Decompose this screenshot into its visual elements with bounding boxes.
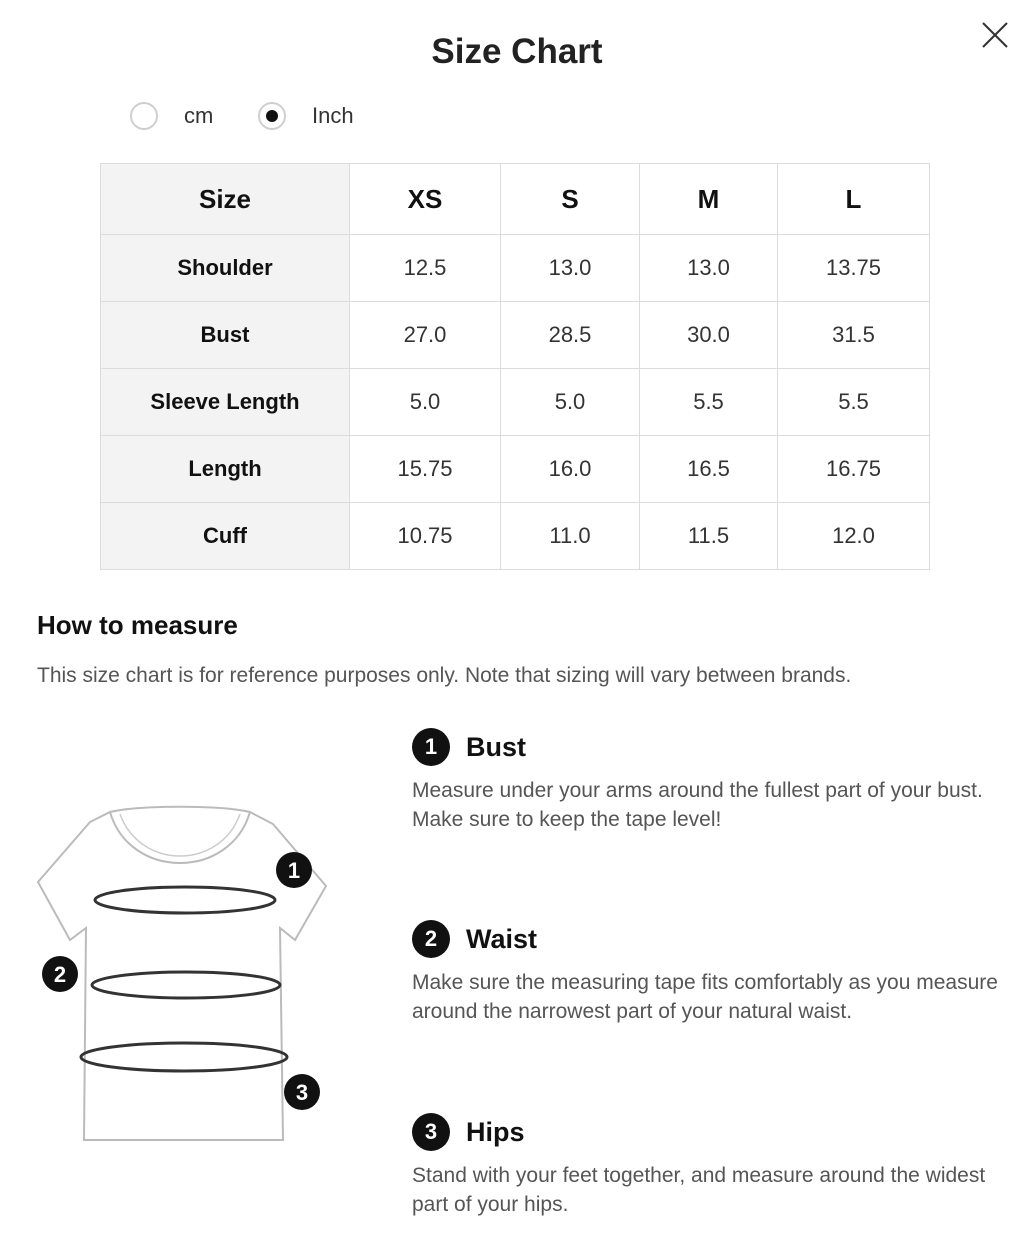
table-header-size: Size [101, 164, 350, 235]
table-row [101, 503, 930, 570]
table-cell: 11.0 [501, 503, 640, 570]
table-row [101, 436, 930, 503]
measure-point-title: Hips [466, 1116, 525, 1147]
table-cell: 10.75 [350, 503, 501, 570]
number-badge-3: 3 [412, 1113, 450, 1151]
measure-point-hips [412, 1113, 1002, 1219]
table-cell: 11.5 [640, 503, 778, 570]
table-cell: 13.0 [501, 235, 640, 302]
table-cell: 16.5 [640, 436, 778, 503]
table-cell: 5.0 [501, 369, 640, 436]
svg-text:1: 1 [287, 858, 301, 883]
table-cell: 13.75 [778, 235, 930, 302]
table-cell: 12.5 [350, 235, 501, 302]
number-badge-1: 1 [412, 728, 450, 766]
table-row [101, 369, 930, 436]
svg-text:3: 3 [295, 1080, 309, 1105]
table-header-l: L [778, 164, 930, 235]
row-label-bust: Bust [101, 302, 350, 369]
table-cell: 16.0 [501, 436, 640, 503]
unit-label-cm: cm [184, 103, 214, 128]
svg-text:2: 2 [53, 962, 67, 987]
table-row [101, 235, 930, 302]
table-cell: 27.0 [350, 302, 501, 369]
size-table [100, 163, 930, 570]
radio-cm[interactable] [130, 102, 158, 130]
how-to-measure-title: How to measure [37, 610, 238, 640]
measure-point-bust [412, 728, 1002, 834]
table-header-row [101, 164, 930, 235]
table-cell: 15.75 [350, 436, 501, 503]
table-cell: 13.0 [640, 235, 778, 302]
unit-option-cm[interactable] [130, 102, 213, 130]
table-cell: 5.5 [778, 369, 930, 436]
measure-point-waist [412, 920, 1002, 1026]
table-header-xs: XS [350, 164, 501, 235]
radio-inch[interactable] [258, 102, 286, 130]
unit-label-inch: Inch [312, 103, 354, 128]
measure-point-description: Measure under your arms around the fullest part of your bust. Make sure to keep the tape level! [412, 779, 983, 831]
page-title: Size Chart [431, 32, 603, 71]
table-cell: 28.5 [501, 302, 640, 369]
table-cell: 31.5 [778, 302, 930, 369]
table-header-s: S [501, 164, 640, 235]
table-cell: 5.5 [640, 369, 778, 436]
row-label-length: Length [101, 436, 350, 503]
unit-option-inch[interactable] [258, 102, 354, 130]
table-cell: 12.0 [778, 503, 930, 570]
table-cell: 16.75 [778, 436, 930, 503]
row-label-sleeve-length: Sleeve Length [101, 369, 350, 436]
table-row [101, 302, 930, 369]
measure-point-title: Waist [466, 923, 538, 954]
measure-point-description: Stand with your feet together, and measure around the widest part of your hips. [412, 1164, 986, 1216]
reference-note: This size chart is for reference purposes only. Note that sizing will vary between brands. [37, 664, 852, 687]
measure-point-description: Make sure the measuring tape fits comfortably as you measure around the narrowest part of your natural waist. [412, 971, 998, 1023]
row-label-cuff: Cuff [101, 503, 350, 570]
radio-selected-dot [266, 110, 278, 122]
table-cell: 30.0 [640, 302, 778, 369]
number-badge-2: 2 [412, 920, 450, 958]
measure-point-title: Bust [466, 731, 526, 762]
row-label-shoulder: Shoulder [101, 235, 350, 302]
close-icon[interactable] [978, 18, 1012, 52]
table-header-m: M [640, 164, 778, 235]
table-cell: 5.0 [350, 369, 501, 436]
tshirt-diagram-icon [30, 800, 335, 1150]
